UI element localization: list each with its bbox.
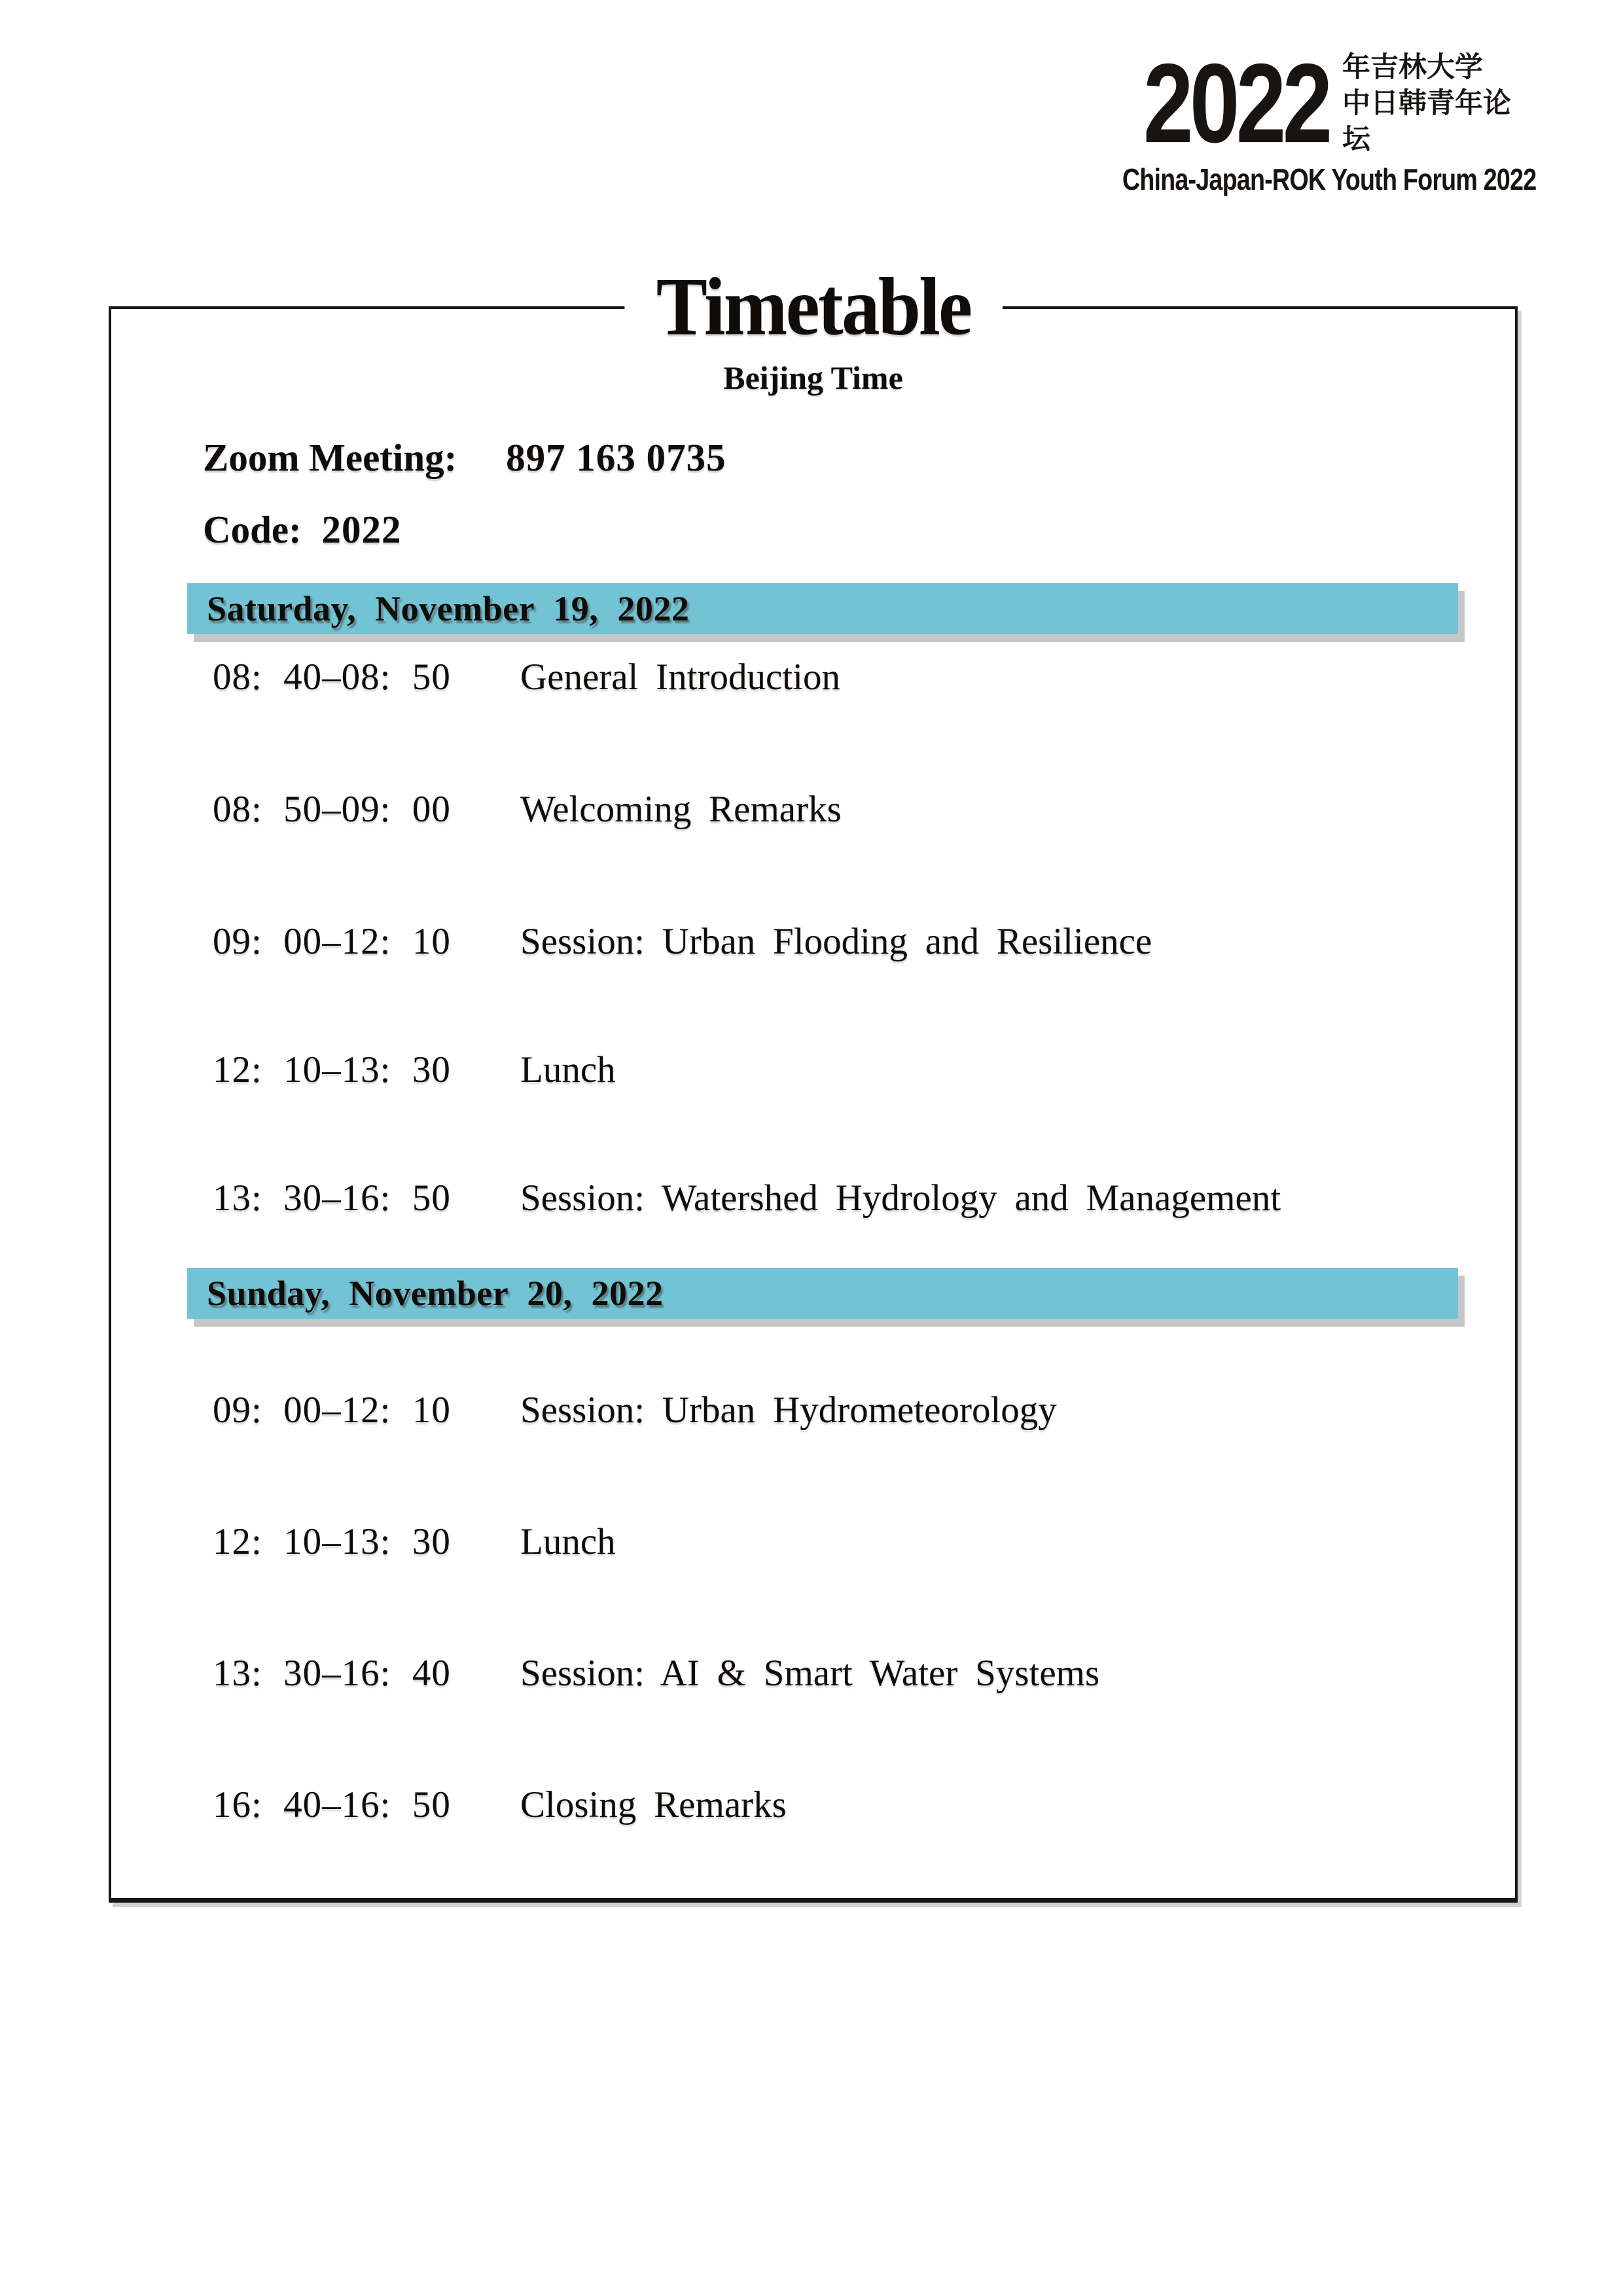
activity-label: Lunch — [520, 1521, 616, 1562]
time-range: 16: 40–16: 50 — [213, 1784, 451, 1825]
time-range: 08: 40–08: 50 — [213, 656, 451, 698]
time-range: 08: 50–09: 00 — [213, 789, 451, 830]
forum-logo — [1031, 41, 1536, 197]
zoom-meeting-id: 897 163 0735 — [506, 436, 726, 479]
schedule-row — [213, 1390, 1057, 1431]
time-range: 09: 00–12: 10 — [213, 1390, 451, 1431]
time-range: 09: 00–12: 10 — [213, 921, 451, 962]
logo-top-row — [1031, 41, 1536, 167]
schedule-row — [213, 1050, 616, 1090]
activity-label: Closing Remarks — [520, 1784, 787, 1825]
schedule-row — [213, 657, 840, 698]
meeting-code-line — [203, 508, 402, 551]
meeting-code-value: 2022 — [321, 508, 402, 551]
time-range: 12: 10–13: 30 — [213, 1521, 451, 1562]
schedule-row — [213, 1785, 787, 1825]
meeting-code-label: Code: — [203, 508, 302, 551]
time-range: 12: 10–13: 30 — [213, 1049, 451, 1090]
schedule-row — [213, 789, 842, 830]
timetable-frame — [109, 261, 1518, 1903]
time-range: 13: 30–16: 40 — [213, 1653, 451, 1694]
activity-label: Session: Urban Flooding and Resilience — [520, 921, 1152, 962]
activity-label: General Introduction — [520, 656, 840, 698]
activity-label: Session: Urban Hydrometeorology — [520, 1390, 1057, 1431]
activity-label: Session: AI & Smart Water Systems — [520, 1653, 1100, 1694]
schedule-row — [213, 1178, 1281, 1219]
schedule-row — [213, 1653, 1099, 1694]
logo-subtitle: China-Japan-ROK Youth Forum 2022 — [1122, 162, 1536, 197]
logo-cjk-block — [1342, 50, 1536, 158]
day-header-saturday: Saturday, November 19, 2022 — [187, 583, 1458, 634]
activity-label: Lunch — [520, 1049, 616, 1090]
activity-label: Welcoming Remarks — [520, 789, 842, 830]
schedule-row — [213, 922, 1152, 962]
activity-label: Session: Watershed Hydrology and Management — [520, 1177, 1281, 1219]
day-header-sunday: Sunday, November 20, 2022 — [187, 1268, 1458, 1319]
zoom-meeting-line — [203, 436, 726, 479]
logo-cjk-line2: 中日韩青年论坛 — [1342, 88, 1511, 156]
logo-year: 2022 — [1143, 41, 1329, 167]
logo-cjk-line1: 年吉林大学 — [1342, 52, 1483, 83]
timezone-label: Beijing Time — [723, 359, 903, 396]
time-range: 13: 30–16: 50 — [213, 1177, 451, 1219]
page-title: Timetable — [624, 266, 1002, 348]
schedule-row — [213, 1522, 616, 1562]
zoom-meeting-label: Zoom Meeting: — [203, 436, 457, 479]
